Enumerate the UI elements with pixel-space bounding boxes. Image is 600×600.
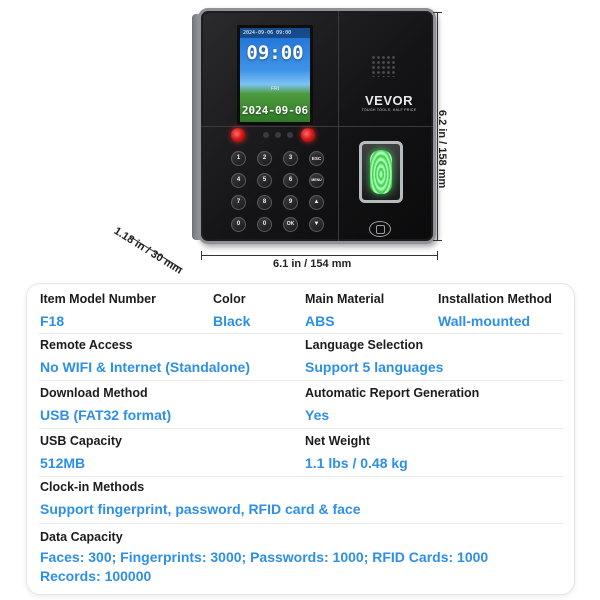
key-up-arrow-icon: ▲ (309, 195, 324, 210)
spec-label: Language Selection (305, 338, 424, 352)
spec-cell-remote-access (40, 338, 250, 375)
key-3: 3 (283, 151, 298, 166)
key-down-arrow-icon: ▼ (309, 217, 324, 232)
spec-value: Yes (305, 407, 330, 423)
spec-label: Item Model Number (40, 292, 156, 306)
row-divider (39, 428, 563, 429)
key-4: 4 (231, 173, 246, 188)
product-illustration (0, 0, 600, 285)
spec-cell-usb-capacity (40, 434, 122, 471)
sensor-dot (275, 132, 281, 138)
screen-time: 09:00 (246, 42, 304, 64)
time-attendance-device (198, 8, 436, 244)
dimension-line-width (201, 255, 437, 256)
spec-cell-language (305, 338, 443, 375)
brand-logo: VEVOR (364, 93, 413, 108)
fingerprint-sensor (359, 141, 403, 203)
spec-label: USB Capacity (40, 434, 122, 448)
spec-value-line: Faces: 300; Fingerprints: 3000; Passwords: 1000; RFID Cards: 1000 (40, 549, 489, 565)
spec-label: Data Capacity (40, 530, 123, 544)
sensor-dot (287, 132, 293, 138)
key-esc: ESC (309, 151, 324, 166)
spec-value: 1.1 lbs / 0.48 kg (305, 455, 408, 471)
key-power-icon: 0 (231, 217, 246, 232)
spec-cell-model (40, 292, 156, 329)
key-7: 7 (231, 195, 246, 210)
key-2: 2 (257, 151, 272, 166)
sensor-dot (263, 132, 269, 138)
spec-value: Support 5 languages (305, 359, 444, 375)
key-8: 8 (257, 195, 272, 210)
spec-cell-net-weight (305, 434, 408, 471)
dimension-cap (437, 251, 438, 260)
dimension-cap (201, 251, 202, 260)
specification-table (26, 283, 575, 595)
key-menu: MENU (309, 173, 324, 188)
row-divider (39, 476, 563, 477)
spec-value: Black (213, 313, 251, 329)
spec-value: F18 (40, 313, 65, 329)
screen-date: 2024-09-06 (241, 104, 309, 117)
spec-label: Installation Method (438, 292, 552, 306)
dimension-width-label: 6.1 in / 154 mm (273, 258, 352, 270)
spec-value: ABS (305, 313, 335, 329)
status-led-right (301, 128, 315, 142)
spec-value: Support fingerprint, password, RFID card & face (40, 501, 361, 517)
spec-cell-clockin (40, 480, 360, 517)
row-divider (39, 380, 563, 381)
fingerprint-icon (370, 150, 392, 194)
rfid-nfc-icon (369, 221, 391, 237)
spec-value-line: Records: 100000 (40, 568, 152, 584)
spec-label: Net Weight (305, 434, 371, 448)
row-divider (39, 523, 563, 524)
key-5: 5 (257, 173, 272, 188)
dimension-depth-label: 1.18 in / 30 mm (111, 225, 185, 277)
spec-value (40, 548, 488, 586)
spec-cell-download (40, 386, 171, 423)
brand-tagline: TOUGH TOOLS, HALF PRICE (361, 108, 417, 112)
spec-cell-data-capacity (40, 530, 488, 586)
panel-divider-horizontal (201, 126, 433, 127)
row-divider (39, 333, 563, 334)
spec-cell-installation (438, 292, 552, 329)
spec-label: Clock-in Methods (40, 480, 145, 494)
spec-value: 512MB (40, 455, 86, 471)
dimension-cap (433, 240, 442, 241)
device-screen (237, 25, 313, 125)
spec-label: Color (213, 292, 246, 306)
spec-cell-report (305, 386, 479, 423)
screen-status-bar: 2024-09-06 09:00 (240, 28, 310, 38)
speaker-grille-icon (371, 55, 397, 77)
spec-label: Download Method (40, 386, 148, 400)
spec-cell-material (305, 292, 384, 329)
spec-label: Main Material (305, 292, 385, 306)
spec-label: Automatic Report Generation (305, 386, 480, 400)
dimension-cap (433, 12, 442, 13)
key-6: 6 (283, 173, 298, 188)
spec-value: USB (FAT32 format) (40, 407, 172, 423)
spec-value: Wall-mounted (438, 313, 531, 329)
dimension-height-label: 6.2 in / 158 mm (436, 110, 448, 189)
key-1: 1 (231, 151, 246, 166)
screen-day: FRI (270, 86, 280, 92)
status-led-left (231, 128, 245, 142)
spec-value: No WIFI & Internet (Standalone) (40, 359, 250, 375)
spec-label: Remote Access (40, 338, 133, 352)
key-ok: OK (283, 217, 298, 232)
key-9: 9 (283, 195, 298, 210)
spec-cell-color (213, 292, 250, 329)
key-0: 0 (257, 217, 272, 232)
